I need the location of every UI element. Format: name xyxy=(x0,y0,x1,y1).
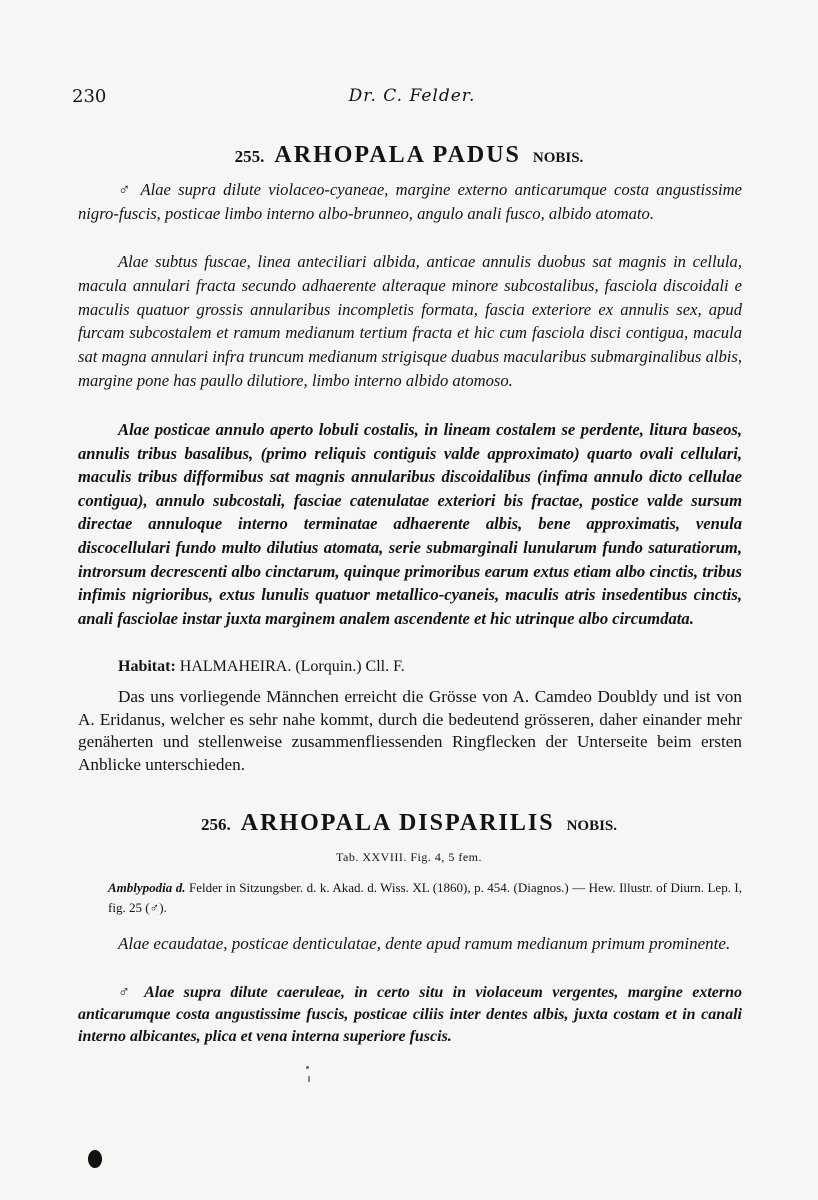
species-256-heading xyxy=(0,810,818,837)
page-header xyxy=(72,86,752,112)
synonymy-text: Felder in Sitzungsber. d. k. Akad. d. Wiss. XL (1860), p. 454. (Diagnos.) — Hew. Illustr. of Diurn. Lep. I, fig. 25 (♂). xyxy=(108,880,742,915)
habitat-text: HALMAHEIRA. (Lorquin.) Cll. F. xyxy=(179,658,405,675)
page-number: 230 xyxy=(72,86,107,107)
ink-dot xyxy=(306,1066,309,1069)
ink-mark xyxy=(308,1076,310,1082)
description-upperside: ♂ Alae supra dilute violaceo-cyaneae, margine externo anticarumque costa angustissime nigro-fuscis, posticae limbo interno albo-brunneo, angulo anali fusco, albido atomato. xyxy=(78,180,742,223)
habitat-line xyxy=(118,658,405,676)
diagnosis: Alae ecaudatae, posticae denticulatae, dente apud ramum medianum primum prominente. xyxy=(118,934,731,953)
species-authority: NOBIS. xyxy=(566,818,617,834)
species-name: ARHOPALA PADUS xyxy=(274,142,521,168)
species-number: 256. xyxy=(200,815,231,834)
species-authority: NOBIS. xyxy=(532,150,584,166)
synonymy xyxy=(108,878,742,918)
description-hindwing: Alae posticae annulo aperto lobuli costalis, in lineam costalem se perdente, litura baseos, annulis tribus basalibus, (primo reliquis contiguis valde approximato) quarto ovali cellulari, maculis tribus difformibus sat magnis annularibus discoidalibus (infima annulo dicto cellulae contigua), annulo subcostali, fasciae catenulatae exteriori bis fractae, postice valde sursum directae annuloque interno terminatae adhaerente albis, bene approximatis, venula discocellulari fundo multo dilutius atomata, serie submarginali lunularum fundo saturatiorum, introrsum decrescenti albo cinctarum, quinque primoribus earum extus etiam albo cinctis, tribus infimis nigrioribus, extus lunulis quatuor metallico-cyaneis, maculis atris insedentibus cinctis, anali fasciolae instar juxta marginem analem ascendente et hic utrinque albo circumdata. xyxy=(78,420,742,628)
ink-speck xyxy=(88,1150,102,1168)
synonymy-genus: Amblypodia d. xyxy=(108,880,186,895)
species-name: ARHOPALA DISPARILIS xyxy=(240,810,555,836)
description-upperside-256: ♂ Alae supra dilute caeruleae, in certo situ in violaceum vergentes, margine externo anticarumque costa angustissime fuscis, posticae ciliis inter dentes albis, juxta costam et in canali interno albicantes, plica et vena interna superiore fuscis. xyxy=(78,984,742,1045)
description-underside: Alae subtus fuscae, linea anteciliari albida, anticae annulis duobus sat magnis in cellula, macula annulari fracta secundo adhaerente alteraque minore subcostalibus, fasciola discoidali e maculis quatuor grossis annularibus incompletis formata, fascia exteriore ex annulis sex, apud furcam subcostalem et ramum medianum tertium fracta et hic cum fasciola disci contigua, macula sat magna annulari infra truncum medianum strigisque duabus macularibus submarginalibus albis, margine pone has paullo dilutiore, limbo interno albido atomoso. xyxy=(78,252,742,390)
species-number: 255. xyxy=(234,147,265,166)
running-head: Dr. C. Felder. xyxy=(348,86,476,106)
species-255-heading xyxy=(0,142,818,169)
habitat-label: Habitat: xyxy=(118,658,176,675)
plate-reference: Tab. XXVIII. Fig. 4, 5 fem. xyxy=(336,850,482,864)
german-note: Das uns vorliegende Männchen erreicht die Grösse von A. Camdeo Doubldy und ist von A. Eridanus, welcher es sehr nahe kommt, durch die bedeutend grösseren, daher einander mehr genäherten und stellenweise zusammenfliessenden Ringflecken der Unterseite beim ersten Anblicke unterschieden. xyxy=(78,687,742,774)
